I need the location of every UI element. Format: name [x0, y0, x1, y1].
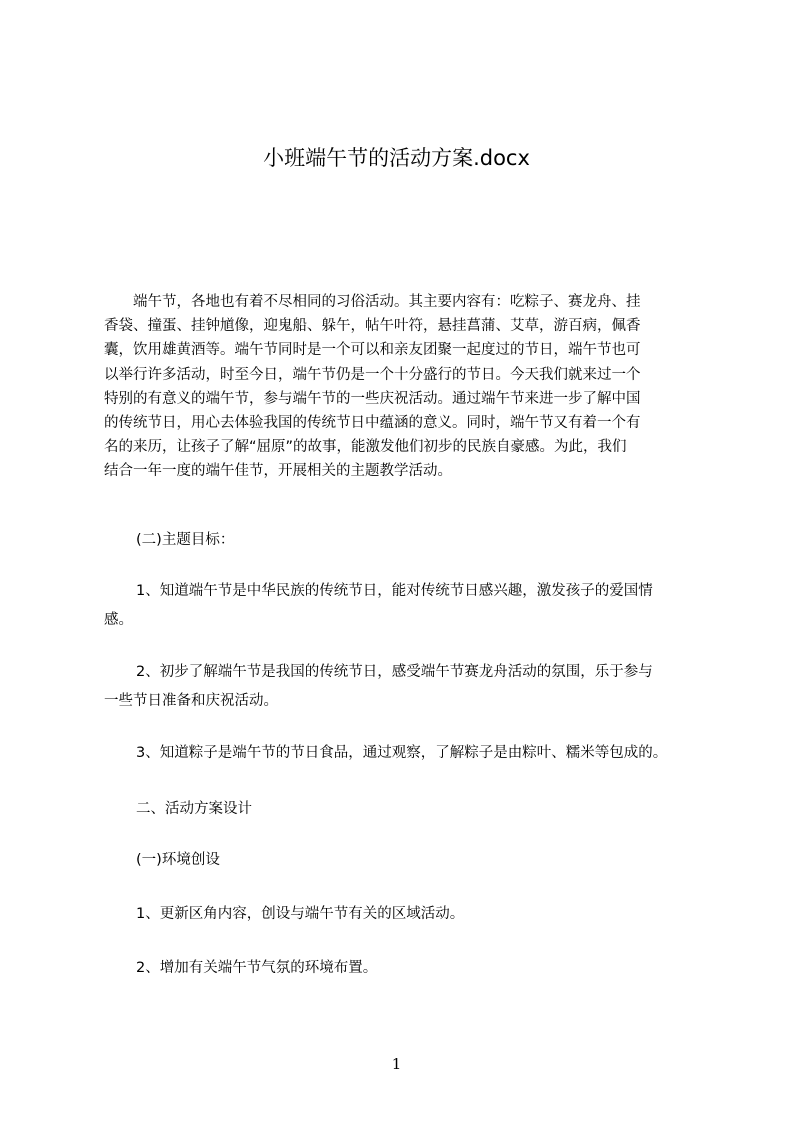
goal-item-2: [104, 658, 710, 716]
goal-item-1: [104, 577, 710, 635]
section-heading-goals: (二)主题目标：: [136, 532, 235, 548]
goal-item-3: 3、知道粽子是端午节的节日食品，通过观察，了解粽子是由粽叶、糯米等包成的。: [136, 745, 668, 761]
paragraph-line: 特别的有意义的端午节，参与端午节的一些庆祝活动。通过端午节来进一步了解中国: [104, 390, 641, 407]
paragraph-line: 一些节日准备和庆祝活动。: [104, 693, 278, 709]
section-heading-design: 二、活动方案设计: [136, 801, 252, 817]
paragraph-line: 结合一年一度的端午佳节，开展相关的主题教学活动。: [104, 463, 452, 480]
paragraph-line: 1、知道端午节是中华民族的传统节日，能对传统节日感兴趣，激发孩子的爱国情: [136, 583, 653, 599]
paragraph-line: 2、初步了解端午节是我国的传统节日，感受端午节赛龙舟活动的氛围，乐于参与: [136, 664, 653, 680]
environment-item-2: 2、增加有关端午节气氛的环境布置。: [136, 960, 378, 976]
document-title: 小班端午节的活动方案.docx: [263, 146, 530, 170]
paragraph-line: 以举行许多活动，时至今日，端午节仍是一个十分盛行的节日。今天我们就来过一个: [104, 366, 641, 383]
environment-item-1: 1、更新区角内容，创设与端午节有关的区域活动。: [136, 906, 465, 922]
paragraph-line: 囊，饮用雄黄酒等。端午节同时是一个可以和亲友团聚一起度过的节日，端午节也可: [104, 342, 641, 359]
paragraph-line: 端午节，各地也有着不尽相同的习俗活动。其主要内容有：吃粽子、赛龙舟、挂: [104, 294, 641, 310]
paragraph-line: 的传统节日，用心去体验我国的传统节日中蕴涵的意义。同时，端午节又有着一个有: [104, 415, 641, 432]
paragraph-line: 名的来历，让孩子了解“屈原”的故事，能激发他们初步的民族自豪感。为此，我们: [104, 439, 627, 456]
intro-paragraph: [104, 290, 707, 484]
section-heading-environment: (一)环境创设: [136, 852, 220, 868]
paragraph-line: 香袋、撞蛋、挂钟馗像，迎鬼船、躲午，帖午叶符，悬挂菖蒲、艾草，游百病，佩香: [104, 318, 641, 335]
page-number: 1: [391, 1055, 402, 1073]
paragraph-line: 感。: [104, 612, 133, 628]
